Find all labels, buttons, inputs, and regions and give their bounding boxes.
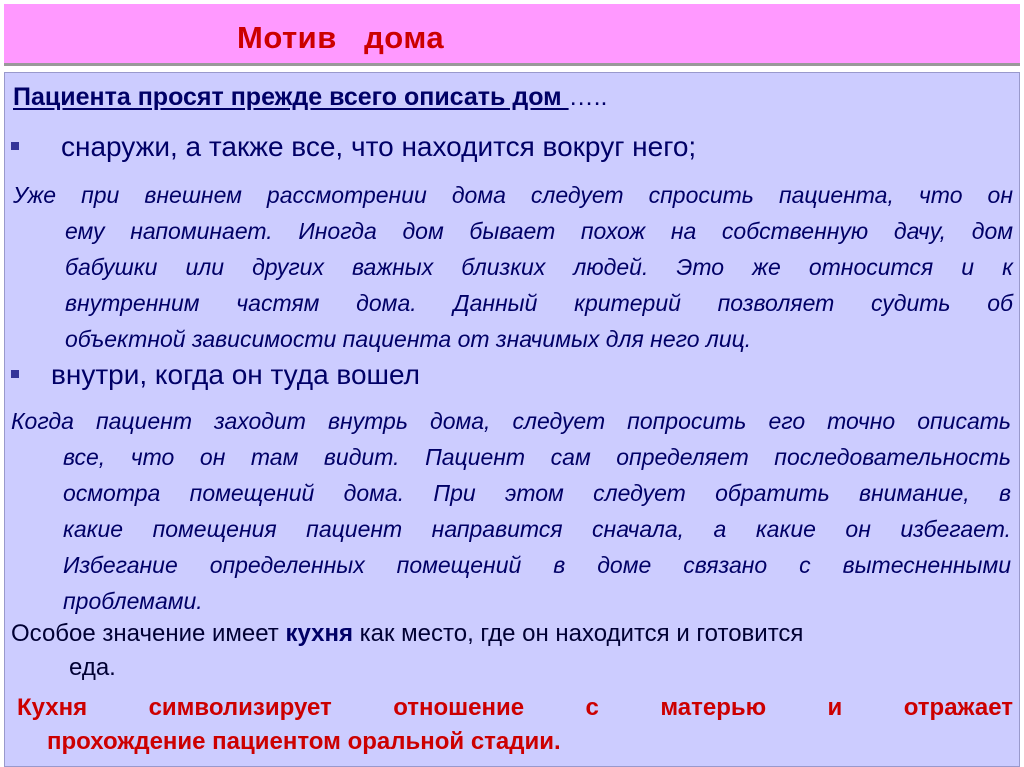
paragraph-line: внутренним частям дома. Данный критерий позволяет судить об (65, 290, 1013, 316)
note-text: Особое значение имеет (11, 620, 286, 647)
paragraph-inside (11, 403, 1011, 619)
paragraph-line: проблемами. (63, 588, 203, 614)
note-line: еда. (69, 654, 116, 681)
conclusion-line: прохождение пациентом оральной стадии. (47, 728, 561, 755)
kitchen-note (11, 617, 803, 685)
paragraph-line: Когда пациент заходит внутрь дома, следует попросить его точно описать (11, 408, 1011, 434)
note-keyword: кухня (285, 620, 353, 647)
paragraph-line: бабушки или других важных близких людей. Это же относится и к (65, 254, 1013, 280)
slide-title: Мотив дома (237, 20, 445, 55)
paragraph-line: объектной зависимости пациента от значимых для него лиц. (65, 326, 752, 352)
heading-dots: ….. (568, 83, 608, 111)
paragraph-line: все, что он там видит. Пациент сам определяет последовательность (63, 444, 1011, 470)
main-heading (13, 83, 608, 112)
bullet-item-inside (11, 359, 420, 391)
bullet-text: внутри, когда он туда вошел (51, 359, 421, 390)
note-text: как место, где он находится и готовится (352, 620, 804, 647)
conclusion-line: Кухня символизирует отношение с матерью и отражает (17, 694, 1013, 721)
paragraph-line: ему напоминает. Иногда дом бывает похож на собственную дачу, дом (65, 218, 1013, 244)
bullet-item-outside (11, 131, 696, 163)
title-bar (4, 4, 1020, 66)
bullet-text: снаружи, а также все, что находится вокруг него; (61, 131, 697, 162)
paragraph-line: какие помещения пациент направится сначала, а какие он избегает. (63, 516, 1011, 542)
content-panel (4, 72, 1020, 767)
paragraph-outside (13, 177, 1013, 357)
paragraph-line: Избегание определенных помещений в доме связано с вытесненными (63, 552, 1011, 578)
bullet-icon (11, 370, 19, 378)
bullet-icon (11, 142, 19, 150)
paragraph-line: осмотра помещений дома. При этом следует обратить внимание, в (63, 480, 1011, 506)
kitchen-conclusion (17, 691, 1013, 759)
heading-text: Пациента просят прежде всего описать дом (13, 83, 569, 111)
paragraph-line: Уже при внешнем рассмотрении дома следует спросить пациента, что он (13, 182, 1013, 208)
